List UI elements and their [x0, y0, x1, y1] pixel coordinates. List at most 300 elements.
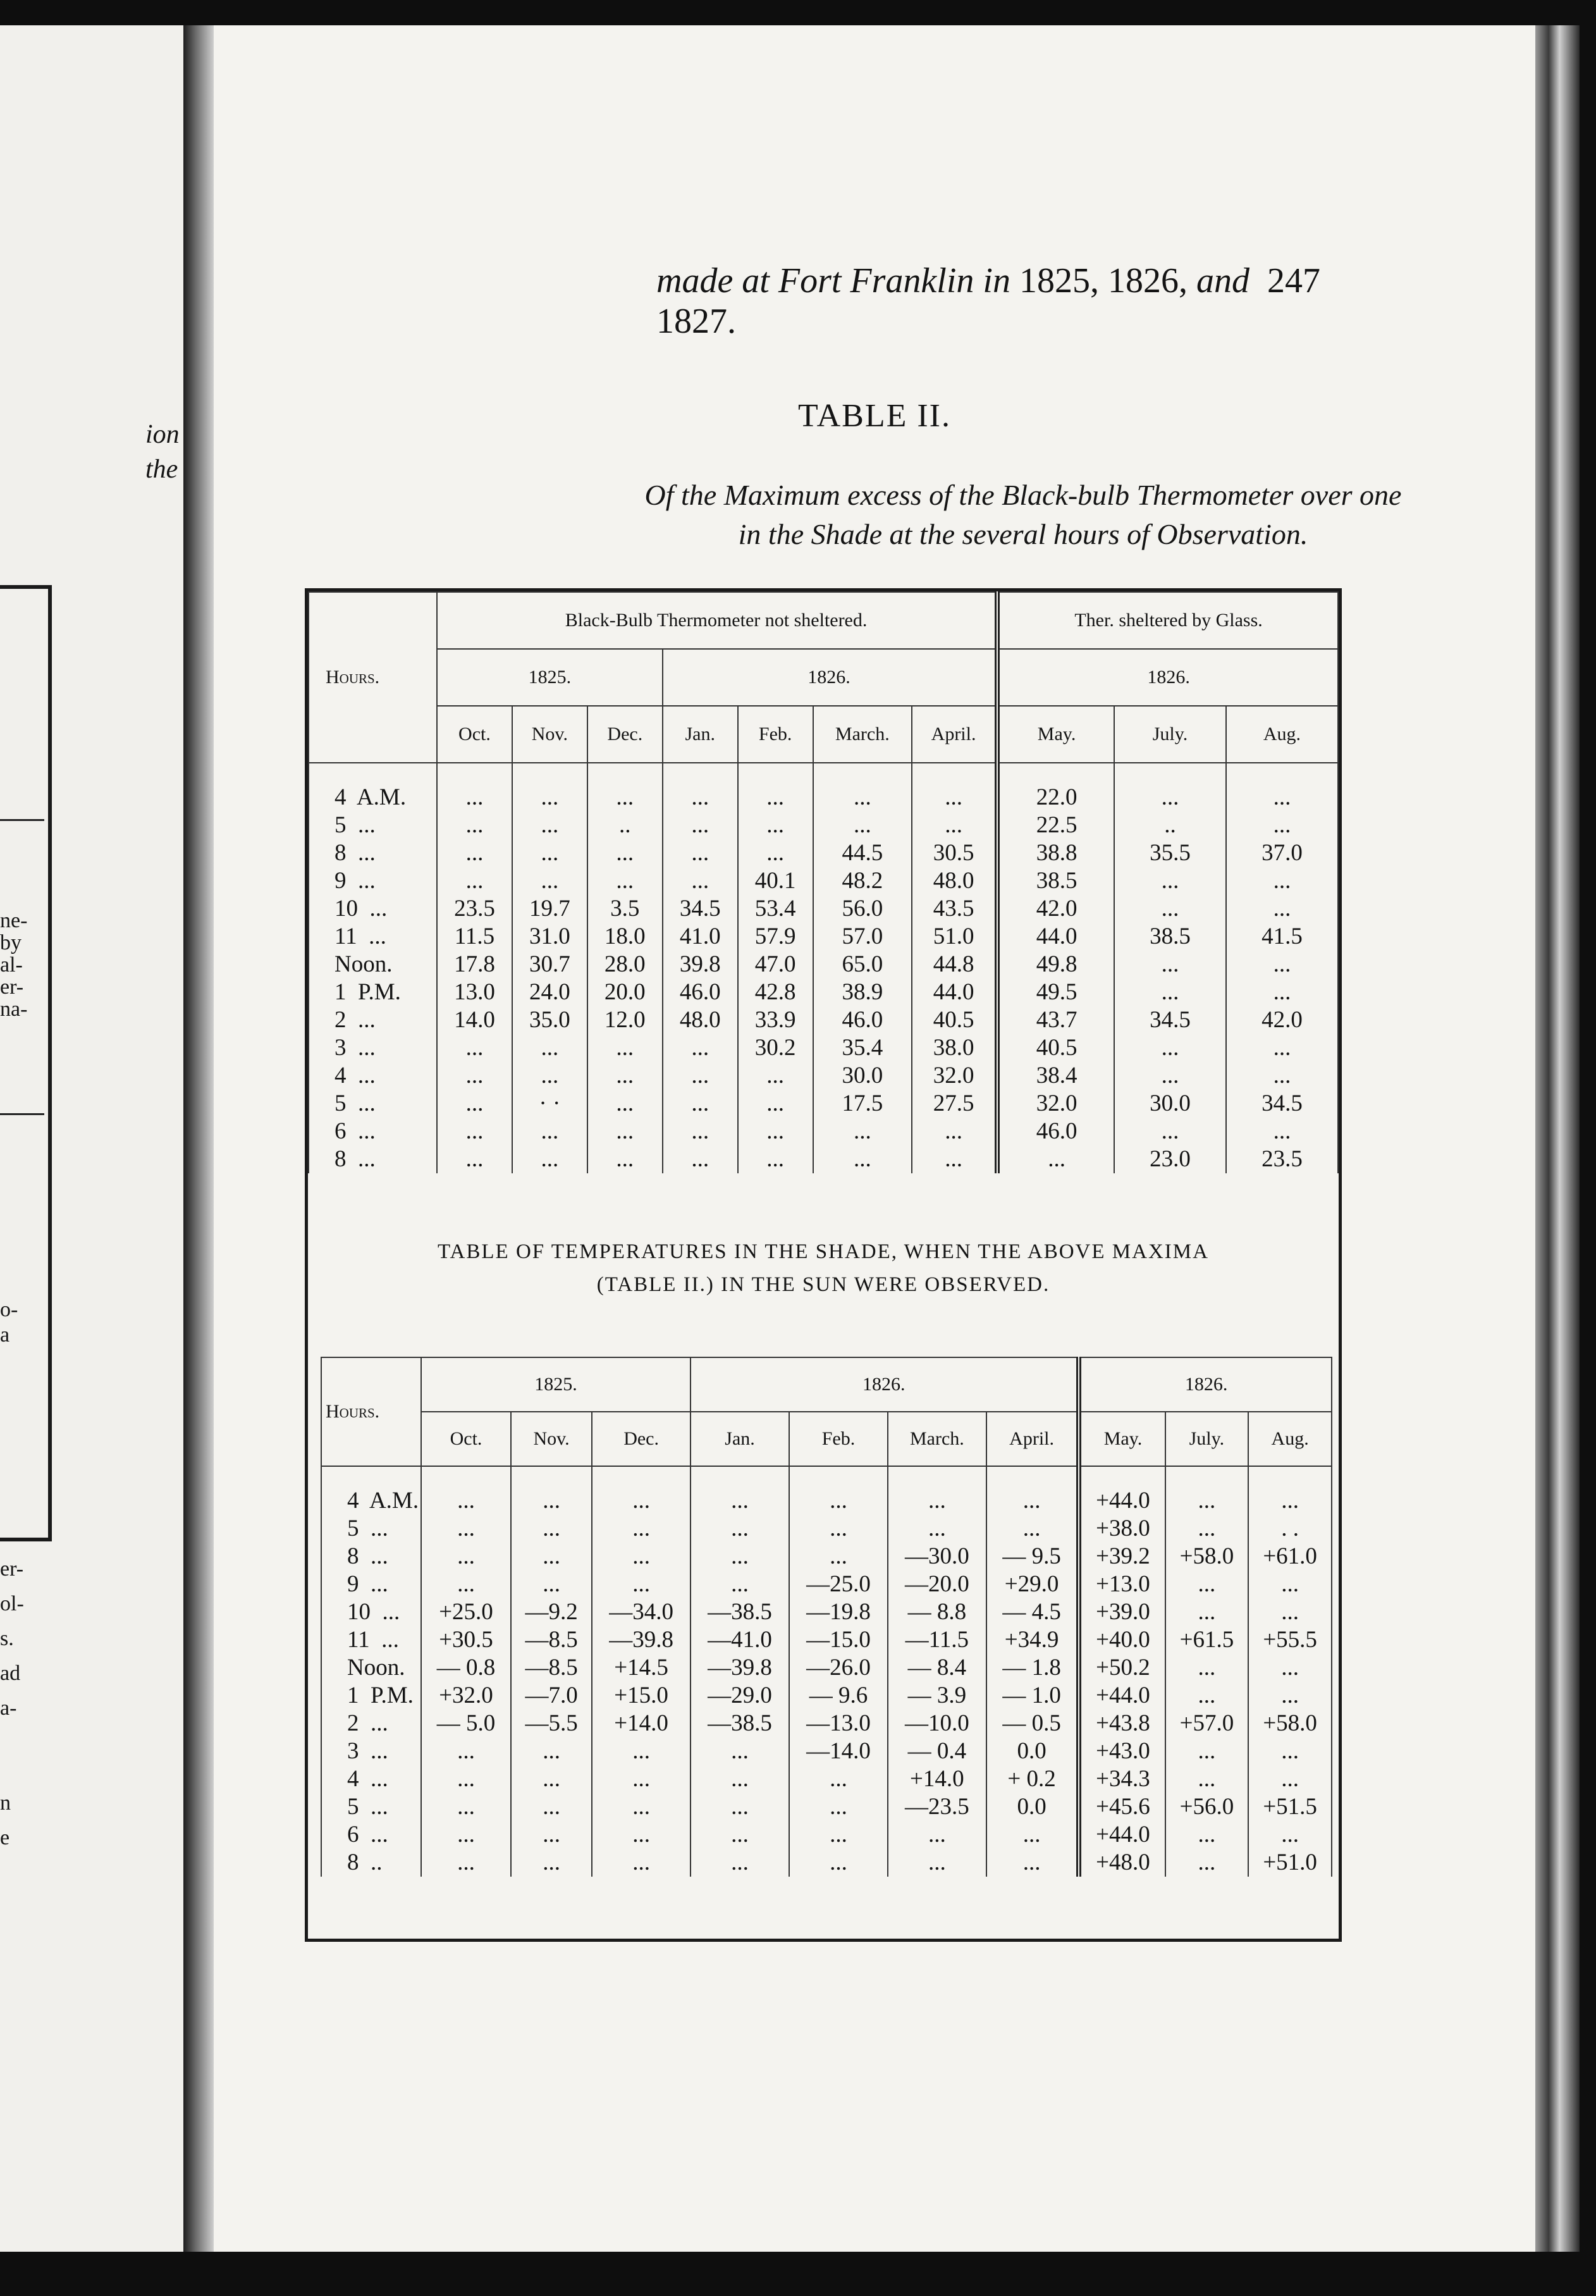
value-cell: ... — [1165, 1849, 1249, 1877]
value-cell: ... — [437, 1090, 512, 1118]
value-cell: 57.9 — [738, 923, 813, 951]
running-years: 1825, 1826, — [1019, 261, 1188, 300]
value-cell: —39.8 — [592, 1626, 691, 1654]
shade-temperature-table — [321, 1357, 1332, 1877]
value-cell: ... — [691, 1515, 789, 1543]
value-cell: 39.8 — [663, 951, 738, 978]
value-cell: ... — [511, 1821, 592, 1849]
value-cell: ... — [437, 839, 512, 867]
month-header: Feb. — [789, 1412, 888, 1466]
table-row — [309, 895, 1338, 923]
month-header: March. — [813, 706, 912, 763]
hour-cell: 9 ... — [321, 1571, 421, 1598]
value-cell: 38.0 — [912, 1034, 997, 1062]
value-cell: —5.5 — [511, 1710, 592, 1737]
value-cell: 49.8 — [997, 951, 1114, 978]
value-cell: +44.0 — [1079, 1682, 1165, 1710]
table-row — [309, 951, 1338, 978]
value-cell: ... — [587, 1118, 663, 1145]
value-cell: 34.5 — [663, 895, 738, 923]
month-header: Nov. — [511, 1412, 592, 1466]
value-cell: ... — [663, 839, 738, 867]
hour-cell: 8 ... — [321, 1543, 421, 1571]
facing-text: a- — [0, 1696, 17, 1720]
value-cell: ... — [663, 1145, 738, 1173]
year-header: 1825. — [437, 649, 663, 706]
value-cell: 17.8 — [437, 951, 512, 978]
value-cell: ... — [1114, 1034, 1226, 1062]
value-cell: 47.0 — [738, 951, 813, 978]
value-cell: ... — [512, 839, 587, 867]
value-cell: —41.0 — [691, 1626, 789, 1654]
value-cell: ... — [511, 1543, 592, 1571]
facing-rule — [0, 1113, 44, 1115]
value-cell: 12.0 — [587, 1006, 663, 1034]
value-cell: 34.5 — [1226, 1090, 1338, 1118]
value-cell: ... — [587, 839, 663, 867]
value-cell: +58.0 — [1165, 1543, 1249, 1571]
month-header: Aug. — [1226, 706, 1338, 763]
value-cell: ... — [421, 1821, 511, 1849]
value-cell: ... — [1248, 1571, 1332, 1598]
value-cell: —7.0 — [511, 1682, 592, 1710]
value-cell: ... — [912, 1145, 997, 1173]
hour-cell: 5 ... — [321, 1515, 421, 1543]
table-row — [321, 1710, 1332, 1737]
value-cell: ... — [1226, 1062, 1338, 1090]
value-cell: 42.0 — [997, 895, 1114, 923]
value-cell: ... — [1226, 867, 1338, 895]
value-cell: 0.0 — [986, 1737, 1079, 1765]
value-cell: 35.4 — [813, 1034, 912, 1062]
table-row — [321, 1765, 1332, 1793]
value-cell: 30.2 — [738, 1034, 813, 1062]
value-cell: 23.5 — [1226, 1145, 1338, 1173]
group-sheltered: Ther. sheltered by Glass. — [997, 592, 1338, 649]
value-cell: ... — [1226, 1118, 1338, 1145]
value-cell: +14.5 — [592, 1654, 691, 1682]
value-cell: +29.0 — [986, 1571, 1079, 1598]
value-cell: ... — [986, 1849, 1079, 1877]
value-cell: 48.0 — [912, 867, 997, 895]
month-header: April. — [986, 1412, 1079, 1466]
table-row — [321, 1821, 1332, 1849]
value-cell: —10.0 — [888, 1710, 986, 1737]
hour-cell: 8 .. — [321, 1849, 421, 1877]
value-cell: 49.5 — [997, 978, 1114, 1006]
value-cell: — 8.4 — [888, 1654, 986, 1682]
value-cell: — 1.8 — [986, 1654, 1079, 1682]
facing-text: s. — [0, 1627, 14, 1650]
value-cell: ... — [912, 1118, 997, 1145]
value-cell: ... — [511, 1793, 592, 1821]
value-cell: ... — [691, 1793, 789, 1821]
table-row — [309, 923, 1338, 951]
value-cell: 17.5 — [813, 1090, 912, 1118]
value-cell: +14.0 — [888, 1765, 986, 1793]
hour-cell: 4 ... — [309, 1062, 437, 1090]
year-header: 1826. — [1079, 1357, 1332, 1412]
value-cell: ... — [1248, 1682, 1332, 1710]
value-cell: ... — [888, 1821, 986, 1849]
table-row — [321, 1793, 1332, 1821]
table-frame — [305, 588, 1342, 1942]
value-cell: ... — [813, 812, 912, 839]
hour-cell: 6 ... — [309, 1118, 437, 1145]
value-cell: . . — [1248, 1515, 1332, 1543]
value-cell: ... — [1165, 1571, 1249, 1598]
value-cell: ... — [512, 763, 587, 812]
value-cell: —20.0 — [888, 1571, 986, 1598]
value-cell: ... — [511, 1849, 592, 1877]
value-cell: 44.8 — [912, 951, 997, 978]
value-cell: +39.2 — [1079, 1543, 1165, 1571]
value-cell: ... — [1114, 895, 1226, 923]
value-cell: — 0.8 — [421, 1654, 511, 1682]
value-cell: — 5.0 — [421, 1710, 511, 1737]
value-cell: ... — [691, 1737, 789, 1765]
value-cell: — 4.5 — [986, 1598, 1079, 1626]
value-cell: +51.5 — [1248, 1793, 1332, 1821]
table-row — [309, 978, 1338, 1006]
value-cell: ... — [587, 1034, 663, 1062]
value-cell: ... — [587, 867, 663, 895]
value-cell: —14.0 — [789, 1737, 888, 1765]
value-cell: —38.5 — [691, 1710, 789, 1737]
value-cell: 53.4 — [738, 895, 813, 923]
value-cell: ... — [1114, 763, 1226, 812]
value-cell: ... — [592, 1515, 691, 1543]
value-cell: ... — [1226, 978, 1338, 1006]
facing-text: n — [0, 1791, 11, 1815]
value-cell: 30.5 — [912, 839, 997, 867]
value-cell: 3.5 — [587, 895, 663, 923]
value-cell: ... — [888, 1466, 986, 1515]
value-cell: ... — [1248, 1466, 1332, 1515]
value-cell: ... — [789, 1543, 888, 1571]
value-cell: 43.7 — [997, 1006, 1114, 1034]
value-cell: ... — [592, 1543, 691, 1571]
value-cell: 37.0 — [1226, 839, 1338, 867]
value-cell: ... — [437, 1145, 512, 1173]
value-cell: ... — [997, 1145, 1114, 1173]
value-cell: 35.5 — [1114, 839, 1226, 867]
page-edge — [1535, 25, 1580, 2252]
facing-text: al- — [0, 953, 23, 977]
value-cell: —8.5 — [511, 1626, 592, 1654]
running-title: made at Fort Franklin in — [656, 261, 1010, 300]
value-cell: ... — [986, 1466, 1079, 1515]
hours-header: Hours. — [321, 1357, 421, 1466]
value-cell: ... — [1248, 1765, 1332, 1793]
value-cell: 42.8 — [738, 978, 813, 1006]
month-header: Jan. — [691, 1412, 789, 1466]
value-cell: ... — [512, 1062, 587, 1090]
month-header: Nov. — [512, 706, 587, 763]
value-cell: —30.0 — [888, 1543, 986, 1571]
value-cell: ... — [587, 763, 663, 812]
facing-text: o- — [0, 1298, 18, 1321]
value-cell: 38.5 — [1114, 923, 1226, 951]
value-cell: +13.0 — [1079, 1571, 1165, 1598]
value-cell: —26.0 — [789, 1654, 888, 1682]
facing-text: ol- — [0, 1592, 24, 1615]
month-header: Oct. — [437, 706, 512, 763]
value-cell: 40.1 — [738, 867, 813, 895]
value-cell: — 3.9 — [888, 1682, 986, 1710]
hour-cell: 4 A.M. — [321, 1466, 421, 1515]
value-cell: — 1.0 — [986, 1682, 1079, 1710]
hour-cell: 3 ... — [309, 1034, 437, 1062]
value-cell: 44.5 — [813, 839, 912, 867]
value-cell: +55.5 — [1248, 1626, 1332, 1654]
value-cell: ... — [421, 1571, 511, 1598]
value-cell: ... — [691, 1543, 789, 1571]
value-cell: —23.5 — [888, 1793, 986, 1821]
value-cell: — 8.8 — [888, 1598, 986, 1626]
facing-text: er- — [0, 1557, 24, 1581]
value-cell: ... — [587, 1145, 663, 1173]
running-and: and — [1196, 261, 1249, 300]
value-cell: .. — [587, 812, 663, 839]
value-cell: ... — [1165, 1515, 1249, 1543]
value-cell: 38.4 — [997, 1062, 1114, 1090]
book-gutter — [183, 25, 214, 2252]
value-cell: ... — [813, 1145, 912, 1173]
month-header: Dec. — [587, 706, 663, 763]
value-cell: +48.0 — [1079, 1849, 1165, 1877]
table-row — [321, 1543, 1332, 1571]
value-cell: ... — [421, 1543, 511, 1571]
value-cell: 41.5 — [1226, 923, 1338, 951]
hours-header: Hours. — [309, 592, 437, 763]
value-cell: 0.0 — [986, 1793, 1079, 1821]
facing-text: e — [0, 1826, 10, 1849]
value-cell: ... — [511, 1571, 592, 1598]
value-cell: —8.5 — [511, 1654, 592, 1682]
table-row — [321, 1626, 1332, 1654]
value-cell: 30.0 — [1114, 1090, 1226, 1118]
year-header: 1825. — [421, 1357, 691, 1412]
caption-line: Of the Maximum excess of the Black-bulb Thermometer over one — [644, 479, 1402, 511]
value-cell: 38.8 — [997, 839, 1114, 867]
value-cell: 22.5 — [997, 812, 1114, 839]
hour-cell: 8 ... — [309, 1145, 437, 1173]
value-cell: —11.5 — [888, 1626, 986, 1654]
year-header: 1826. — [691, 1357, 1079, 1412]
value-cell: ... — [663, 812, 738, 839]
value-cell: +30.5 — [421, 1626, 511, 1654]
value-cell: +45.6 — [1079, 1793, 1165, 1821]
hour-cell: 11 ... — [321, 1626, 421, 1654]
value-cell: ... — [1165, 1654, 1249, 1682]
value-cell: 51.0 — [912, 923, 997, 951]
value-cell: ... — [421, 1849, 511, 1877]
facing-text: ad — [0, 1662, 21, 1685]
month-header: July. — [1114, 706, 1226, 763]
value-cell: ... — [1248, 1598, 1332, 1626]
value-cell: ... — [1248, 1821, 1332, 1849]
value-cell: ... — [789, 1821, 888, 1849]
shade-title-line: (TABLE II.) IN THE SUN WERE OBSERVED. — [596, 1273, 1050, 1296]
value-cell: ... — [663, 1118, 738, 1145]
table-row — [309, 763, 1338, 812]
value-cell: ... — [912, 812, 997, 839]
value-cell: — 0.5 — [986, 1710, 1079, 1737]
value-cell: +34.3 — [1079, 1765, 1165, 1793]
hour-cell: 8 ... — [309, 839, 437, 867]
value-cell: —13.0 — [789, 1710, 888, 1737]
value-cell: ... — [437, 1034, 512, 1062]
value-cell: ... — [421, 1793, 511, 1821]
value-cell: ... — [813, 763, 912, 812]
hour-cell: 1 P.M. — [309, 978, 437, 1006]
value-cell: ... — [789, 1849, 888, 1877]
month-header: Oct. — [421, 1412, 511, 1466]
value-cell: +43.0 — [1079, 1737, 1165, 1765]
value-cell: · · — [512, 1090, 587, 1118]
value-cell: 24.0 — [512, 978, 587, 1006]
value-cell: +34.9 — [986, 1626, 1079, 1654]
value-cell: ... — [789, 1793, 888, 1821]
hour-cell: 6 ... — [321, 1821, 421, 1849]
value-cell: 38.9 — [813, 978, 912, 1006]
value-cell: ... — [663, 1034, 738, 1062]
value-cell: —29.0 — [691, 1682, 789, 1710]
value-cell: ... — [512, 1118, 587, 1145]
value-cell: +43.8 — [1079, 1710, 1165, 1737]
value-cell: ... — [986, 1515, 1079, 1543]
hour-cell: 9 ... — [309, 867, 437, 895]
value-cell: 40.5 — [912, 1006, 997, 1034]
value-cell: ... — [512, 812, 587, 839]
value-cell: ... — [691, 1466, 789, 1515]
month-header: May. — [997, 706, 1114, 763]
table-row — [309, 1118, 1338, 1145]
table-row — [321, 1737, 1332, 1765]
value-cell: 20.0 — [587, 978, 663, 1006]
value-cell: ... — [789, 1466, 888, 1515]
hour-cell: 10 ... — [321, 1598, 421, 1626]
table-row — [321, 1849, 1332, 1877]
table-caption — [530, 476, 1516, 554]
month-header: Dec. — [592, 1412, 691, 1466]
value-cell: 19.7 — [512, 895, 587, 923]
hour-cell: Noon. — [309, 951, 437, 978]
value-cell: ... — [512, 1034, 587, 1062]
value-cell: — 9.5 — [986, 1543, 1079, 1571]
shade-title-line: TABLE OF TEMPERATURES IN THE SHADE, WHEN THE ABOVE MAXIMA — [438, 1240, 1209, 1263]
value-cell: .. — [1114, 812, 1226, 839]
value-cell: ... — [421, 1466, 511, 1515]
value-cell: ... — [1226, 895, 1338, 923]
running-header — [656, 261, 1320, 342]
value-cell: 56.0 — [813, 895, 912, 923]
value-cell: ... — [511, 1765, 592, 1793]
value-cell: —15.0 — [789, 1626, 888, 1654]
value-cell: +40.0 — [1079, 1626, 1165, 1654]
table-row — [321, 1598, 1332, 1626]
value-cell: 34.5 — [1114, 1006, 1226, 1034]
value-cell: + 0.2 — [986, 1765, 1079, 1793]
value-cell: ... — [1114, 1118, 1226, 1145]
month-header: July. — [1165, 1412, 1249, 1466]
value-cell: +38.0 — [1079, 1515, 1165, 1543]
value-cell: —19.8 — [789, 1598, 888, 1626]
value-cell: 57.0 — [813, 923, 912, 951]
value-cell: —34.0 — [592, 1598, 691, 1626]
value-cell: ... — [592, 1793, 691, 1821]
value-cell: 23.0 — [1114, 1145, 1226, 1173]
facing-page — [0, 25, 183, 2252]
value-cell: ... — [663, 1062, 738, 1090]
value-cell: ... — [1114, 867, 1226, 895]
hour-cell: 4 ... — [321, 1765, 421, 1793]
value-cell: 46.0 — [663, 978, 738, 1006]
value-cell: ... — [691, 1849, 789, 1877]
value-cell: 65.0 — [813, 951, 912, 978]
hour-cell: 10 ... — [309, 895, 437, 923]
value-cell: ... — [738, 812, 813, 839]
value-cell: 30.7 — [512, 951, 587, 978]
value-cell: ... — [421, 1765, 511, 1793]
value-cell: ... — [738, 1090, 813, 1118]
table-row — [309, 1145, 1338, 1173]
hour-cell: 2 ... — [321, 1710, 421, 1737]
month-header: April. — [912, 706, 997, 763]
value-cell: ... — [1165, 1821, 1249, 1849]
table-row — [309, 1062, 1338, 1090]
value-cell: 41.0 — [663, 923, 738, 951]
value-cell: 28.0 — [587, 951, 663, 978]
value-cell: +14.0 — [592, 1710, 691, 1737]
caption-line: in the Shade at the several hours of Observation. — [738, 518, 1308, 550]
value-cell: ... — [691, 1571, 789, 1598]
value-cell: 30.0 — [813, 1062, 912, 1090]
table-row — [321, 1466, 1332, 1515]
value-cell: ... — [592, 1821, 691, 1849]
value-cell: ... — [1114, 1062, 1226, 1090]
value-cell: 14.0 — [437, 1006, 512, 1034]
value-cell: 11.5 — [437, 923, 512, 951]
hour-cell: 5 ... — [309, 812, 437, 839]
facing-rule — [0, 819, 44, 821]
table-row — [309, 839, 1338, 867]
value-cell: ... — [738, 839, 813, 867]
value-cell: ... — [437, 867, 512, 895]
hour-cell: 4 A.M. — [309, 763, 437, 812]
value-cell: +32.0 — [421, 1682, 511, 1710]
value-cell: +50.2 — [1079, 1654, 1165, 1682]
month-header: Feb. — [738, 706, 813, 763]
hour-cell: 11 ... — [309, 923, 437, 951]
value-cell: ... — [511, 1737, 592, 1765]
value-cell: —38.5 — [691, 1598, 789, 1626]
table-row — [309, 867, 1338, 895]
value-cell: ... — [813, 1118, 912, 1145]
value-cell: +39.0 — [1079, 1598, 1165, 1626]
value-cell: ... — [512, 867, 587, 895]
table-row — [309, 1034, 1338, 1062]
value-cell: 40.5 — [997, 1034, 1114, 1062]
value-cell: 43.5 — [912, 895, 997, 923]
value-cell: ... — [663, 867, 738, 895]
value-cell: 44.0 — [912, 978, 997, 1006]
value-cell: 35.0 — [512, 1006, 587, 1034]
table-row — [321, 1654, 1332, 1682]
value-cell: ... — [587, 1090, 663, 1118]
value-cell: ... — [511, 1515, 592, 1543]
